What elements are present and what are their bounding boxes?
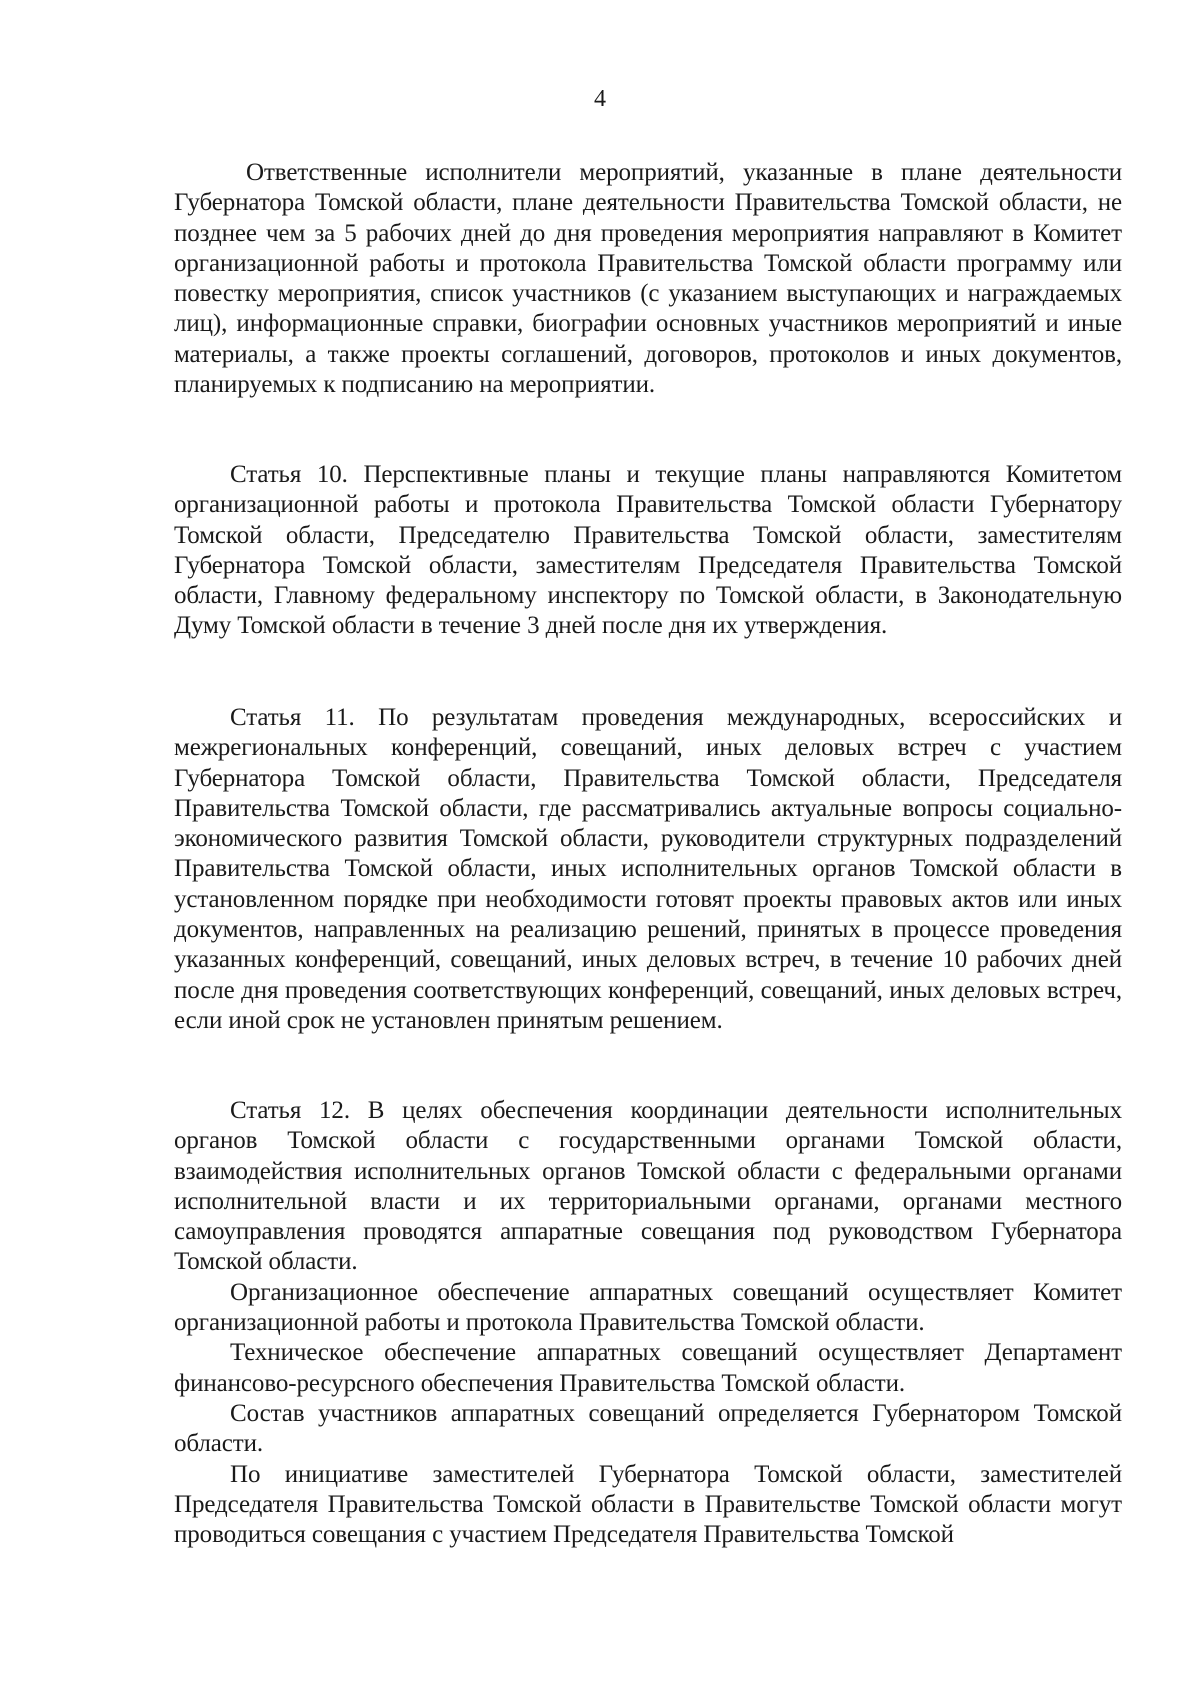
paragraph-article-12 [174, 1096, 1122, 1550]
paragraph-text: Ответственные исполнители мероприятий, указанные в плане деятельности Губернатора Томской области, плане деятельности Правительства Томской области, не позднее чем за 5 рабочих дней до дня проведения мероприятия направляют в Комитет организационной работы и протокола Правительства Томской области программу или повестку мероприятия, список участников (с указанием выступающих и награждаемых лиц), информационные справки, биографии основных участников мероприятий и иные материалы, а также проекты соглашений, договоров, протоколов и иных документов, планируемых к подписанию на мероприятии. [174, 159, 1122, 399]
paragraph-text: По инициативе заместителей Губернатора Томской области, заместителей Председателя Правительства Томской области в Правительстве Томской области могут проводиться совещания с участием Председателя Правительства Томской [174, 1460, 1122, 1549]
paragraph-text: Статья 12. В целях обеспечения координации деятельности исполнительных органов Томской области с государственными органами Томской области, взаимодействия исполнительных органов Томской области с федеральными органами исполнительной власти и их территориальными органами, органами местного самоуправления проводятся аппаратные совещания под руководством Губернатора Томской области. [174, 1097, 1122, 1276]
paragraph-article-11 [174, 703, 1122, 1036]
paragraph-text: Техническое обеспечение аппаратных совещаний осуществляет Департамент финансово-ресурсного обеспечения Правительства Томской области. [174, 1339, 1122, 1397]
paragraph-text: Состав участников аппаратных совещаний определяется Губернатором Томской области. [174, 1399, 1122, 1458]
page-number: 4 [594, 86, 606, 112]
paragraph-text: Статья 11. По результатам проведения международных, всероссийских и межрегиональных конференций, совещаний, иных деловых встреч с участием Губернатора Томской области, Правительства Томской области, Председателя Правительства Томской области, где рассматривались актуальные вопросы социально-экономического развития Томской области, руководители структурных подразделений Правительства Томской области, иных исполнительных органов Томской области в установленном порядке при необходимости готовят проекты правовых актов или иных документов, направленных на реализацию решений, принятых в процессе проведения указанных конференций, совещаний, иных деловых встреч, в течение 10 рабочих дней после дня проведения соответствующих конференций, совещаний, иных деловых встреч, если иной срок не установлен принятым решением. [174, 704, 1122, 1034]
paragraph-text: Организационное обеспечение аппаратных совещаний осуществляет Комитет организационной работы и протокола Правительства Томской области. [174, 1278, 1122, 1337]
paragraph-article-10 [174, 460, 1122, 642]
paragraph-text: Статья 10. Перспективные планы и текущие планы направляются Комитетом организационной работы и протокола Правительства Томской области Губернатору Томской области, Председателю Правительства Томской области, заместителям Губернатора Томской области, заместителям Председателя Правительства Томской области, Главному федеральному инспектору по Томской области, в Законодательную Думу Томской области в течение 3 дней после дня их утверждения. [174, 461, 1122, 640]
paragraph-executors-materials [174, 158, 1122, 400]
